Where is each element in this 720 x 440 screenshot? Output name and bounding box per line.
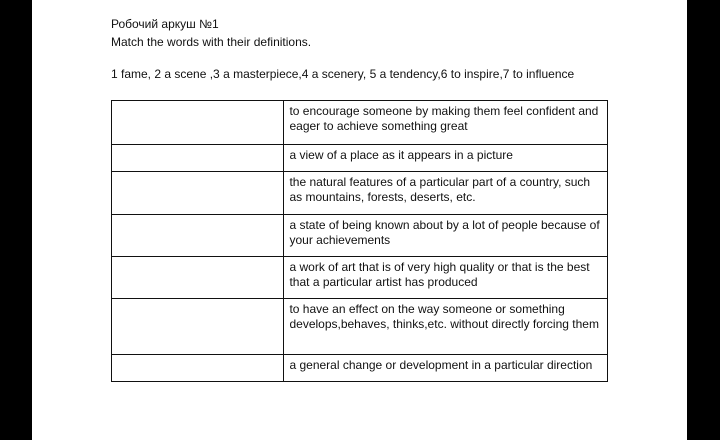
table-row <box>112 299 608 355</box>
definition-cell: to have an effect on the way someone or something develops,behaves, thinks,etc. without directly forcing them <box>284 299 608 355</box>
answer-cell <box>112 145 284 172</box>
worksheet-title: Робочий аркуш №1 <box>111 17 219 31</box>
table-row <box>112 172 608 215</box>
definition-cell: the natural features of a particular part of a country, such as mountains, forests, deserts, etc. <box>284 172 608 215</box>
answer-cell <box>112 257 284 299</box>
table-row <box>112 215 608 257</box>
answer-cell <box>112 355 284 382</box>
definition-cell: to encourage someone by making them feel confident and eager to achieve something great <box>284 101 608 145</box>
answer-cell <box>112 101 284 145</box>
matching-table <box>111 100 608 382</box>
answer-cell <box>112 215 284 257</box>
table-row <box>112 355 608 382</box>
definition-cell: a view of a place as it appears in a picture <box>284 145 608 172</box>
table-row <box>112 101 608 145</box>
table-row <box>112 145 608 172</box>
table-row <box>112 257 608 299</box>
answer-cell <box>112 299 284 355</box>
worksheet-instruction: Match the words with their definitions. <box>111 35 312 49</box>
definition-cell: a state of being known about by a lot of people because of your achievements <box>284 215 608 257</box>
definition-cell: a general change or development in a particular direction <box>284 355 608 382</box>
answer-cell <box>112 172 284 215</box>
word-list: 1 fame, 2 a scene ,3 a masterpiece,4 a scenery, 5 a tendency,6 to inspire,7 to influence <box>111 67 575 81</box>
document-page <box>32 0 687 440</box>
definition-cell: a work of art that is of very high quality or that is the best that a particular artist has produced <box>284 257 608 299</box>
